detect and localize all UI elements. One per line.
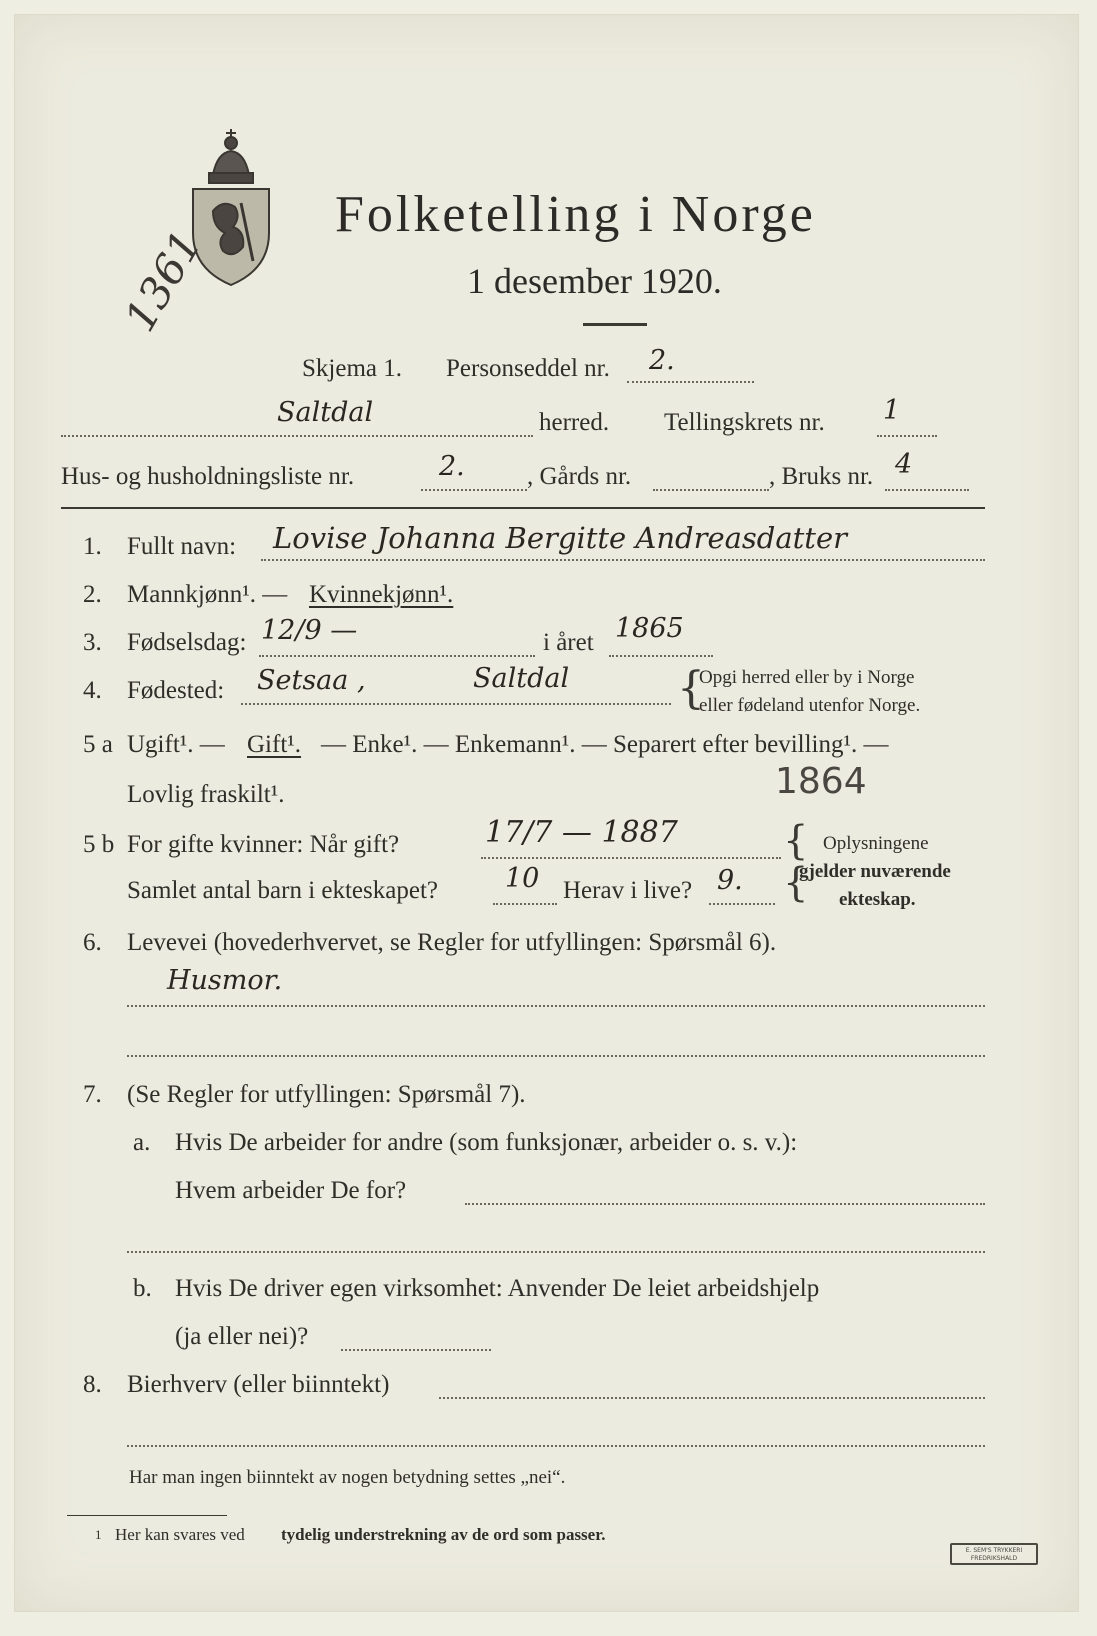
q5b-note-line2: gjelder nuværende xyxy=(799,861,951,882)
bruks-field[interactable] xyxy=(885,489,969,491)
q6-label: Levevei (hovederhvervet, se Regler for utfyllingen: Spørsmål 6). xyxy=(127,929,777,956)
gards-label: , Gårds nr. xyxy=(527,463,632,490)
full-name-value: Lovise Johanna Bergitte Andreasdatter xyxy=(273,521,847,555)
footnote-rule xyxy=(67,1515,227,1516)
q7a-letter: a. xyxy=(133,1129,151,1156)
q4-label: Fødested: xyxy=(127,677,225,704)
title-divider xyxy=(583,323,647,326)
q2-female-option[interactable]: Kvinnekjønn¹. xyxy=(309,581,454,608)
occupation-field-line2[interactable] xyxy=(127,1055,985,1057)
q2-male-option[interactable]: Mannkjønn¹. — xyxy=(127,581,288,608)
herred-value: Saltdal xyxy=(277,397,374,428)
side-income-field[interactable] xyxy=(439,1397,985,1399)
printer-stamp-line1: E. SEM'S TRYKKERI xyxy=(965,1547,1023,1554)
children-field[interactable] xyxy=(493,903,557,905)
children-value: 10 xyxy=(505,863,540,894)
gards-field[interactable] xyxy=(653,489,769,491)
tellingskrets-label: Tellingskrets nr. xyxy=(664,409,825,436)
q7b-label: Hvis De driver egen virksomhet: Anvender De leiet arbeidshjelp xyxy=(175,1275,820,1302)
q7b-letter: b. xyxy=(133,1275,152,1302)
hus-value: 2. xyxy=(439,451,465,482)
q7a-sub-label: Hvem arbeider De for? xyxy=(175,1177,407,1204)
q5a-other-options[interactable]: — Enke¹. — Enkemann¹. — Separert efter bevilling¹. — xyxy=(321,731,889,758)
q5a-annotation: 1864 xyxy=(775,761,867,802)
q8-label: Bierhverv (eller biinntekt) xyxy=(127,1371,390,1398)
q1-label: Fullt navn: xyxy=(127,533,237,560)
census-form xyxy=(14,14,1079,1612)
personseddel-label: Personseddel nr. xyxy=(446,355,610,382)
birthplace-value-b: Saltdal xyxy=(473,663,570,694)
alive-value: 9. xyxy=(717,865,743,896)
q7-number: 7. xyxy=(83,1081,102,1108)
bruks-value: 4 xyxy=(895,449,913,480)
personseddel-field[interactable] xyxy=(627,381,754,383)
q5b-brace-top: { xyxy=(783,818,809,864)
bruks-label: , Bruks nr. xyxy=(769,463,874,490)
q5b-number: 5 b xyxy=(83,831,115,858)
q4-note-line2: eller fødeland utenfor Norge. xyxy=(699,695,921,716)
q2-number: 2. xyxy=(83,581,102,608)
q1-number: 1. xyxy=(83,533,102,560)
q4-brace: { xyxy=(677,663,705,714)
q7a-label: Hvis De arbeider for andre (som funksjonær, arbeider o. s. v.): xyxy=(175,1129,798,1156)
q3-year-label: i året xyxy=(543,629,594,656)
employer-field-line2[interactable] xyxy=(127,1251,985,1253)
q4-note-line1: Opgi herred eller by i Norge xyxy=(699,667,915,688)
q5a-divorced-option[interactable]: Lovlig fraskilt¹. xyxy=(127,781,285,808)
birthplace-value-a: Setsaa , xyxy=(257,665,366,696)
q5b-note-line3: ekteskap. xyxy=(839,889,916,910)
q7b-sub-label: (ja eller nei)? xyxy=(175,1323,309,1350)
birthyear-value: 1865 xyxy=(615,613,684,644)
alive-field[interactable] xyxy=(709,903,775,905)
archive-mark: 1361 xyxy=(115,222,211,340)
occupation-field[interactable] xyxy=(127,1005,985,1007)
footnote-text-b: tydelig understrekning av de ord som passer. xyxy=(281,1525,606,1544)
hus-label: Hus- og husholdningsliste nr. xyxy=(61,463,355,490)
hus-field[interactable] xyxy=(421,489,527,491)
q3-number: 3. xyxy=(83,629,102,656)
marriage-date-field[interactable] xyxy=(481,857,781,859)
q5b-children-label: Samlet antal barn i ekteskapet? xyxy=(127,877,438,904)
q5b-alive-label: Herav i live? xyxy=(563,877,693,904)
full-name-field[interactable] xyxy=(261,559,985,561)
footnote-number: 1 xyxy=(95,1527,102,1542)
hired-help-field[interactable] xyxy=(341,1349,491,1351)
q5a-married-option[interactable]: Gift¹. xyxy=(247,731,302,758)
header-rule xyxy=(61,507,985,509)
q5a-number: 5 a xyxy=(83,731,113,758)
employer-field[interactable] xyxy=(465,1203,985,1205)
herred-label: herred. xyxy=(539,409,610,436)
q6-number: 6. xyxy=(83,929,102,956)
q3-label: Fødselsdag: xyxy=(127,629,247,656)
footnote-text-a: Her kan svares ved xyxy=(115,1525,245,1544)
tellingskrets-field[interactable] xyxy=(877,435,937,437)
birthyear-field[interactable] xyxy=(609,655,713,657)
printer-stamp-line2: FREDRIKSHALD xyxy=(970,1555,1018,1562)
occupation-value: Husmor. xyxy=(167,965,283,996)
personseddel-value: 2. xyxy=(649,345,675,376)
q5b-note-line1: Oplysningene xyxy=(823,833,929,854)
form-title: Folketelling i Norge xyxy=(335,186,816,243)
birthplace-field[interactable] xyxy=(241,703,671,705)
q5a-unmarried-option[interactable]: Ugift¹. — xyxy=(127,731,225,758)
tellingskrets-value: 1 xyxy=(883,395,901,426)
footer-note: Har man ingen biinntekt av nogen betydning settes „nei“. xyxy=(129,1467,566,1488)
birthdate-value: 12/9 — xyxy=(261,615,358,646)
herred-field[interactable] xyxy=(61,435,533,437)
q4-number: 4. xyxy=(83,677,102,704)
q5b-label: For gifte kvinner: Når gift? xyxy=(127,831,400,858)
q8-number: 8. xyxy=(83,1371,102,1398)
skjema-label: Skjema 1. xyxy=(302,355,402,382)
marriage-date-value: 17/7 — 1887 xyxy=(485,815,678,850)
census-date: 1 desember 1920. xyxy=(467,261,722,301)
q5b-brace-bottom: { xyxy=(783,860,809,906)
q7-label: (Se Regler for utfyllingen: Spørsmål 7). xyxy=(127,1081,526,1108)
side-income-field-line2[interactable] xyxy=(127,1445,985,1447)
printer-stamp xyxy=(950,1543,1038,1565)
birthdate-field[interactable] xyxy=(259,655,535,657)
